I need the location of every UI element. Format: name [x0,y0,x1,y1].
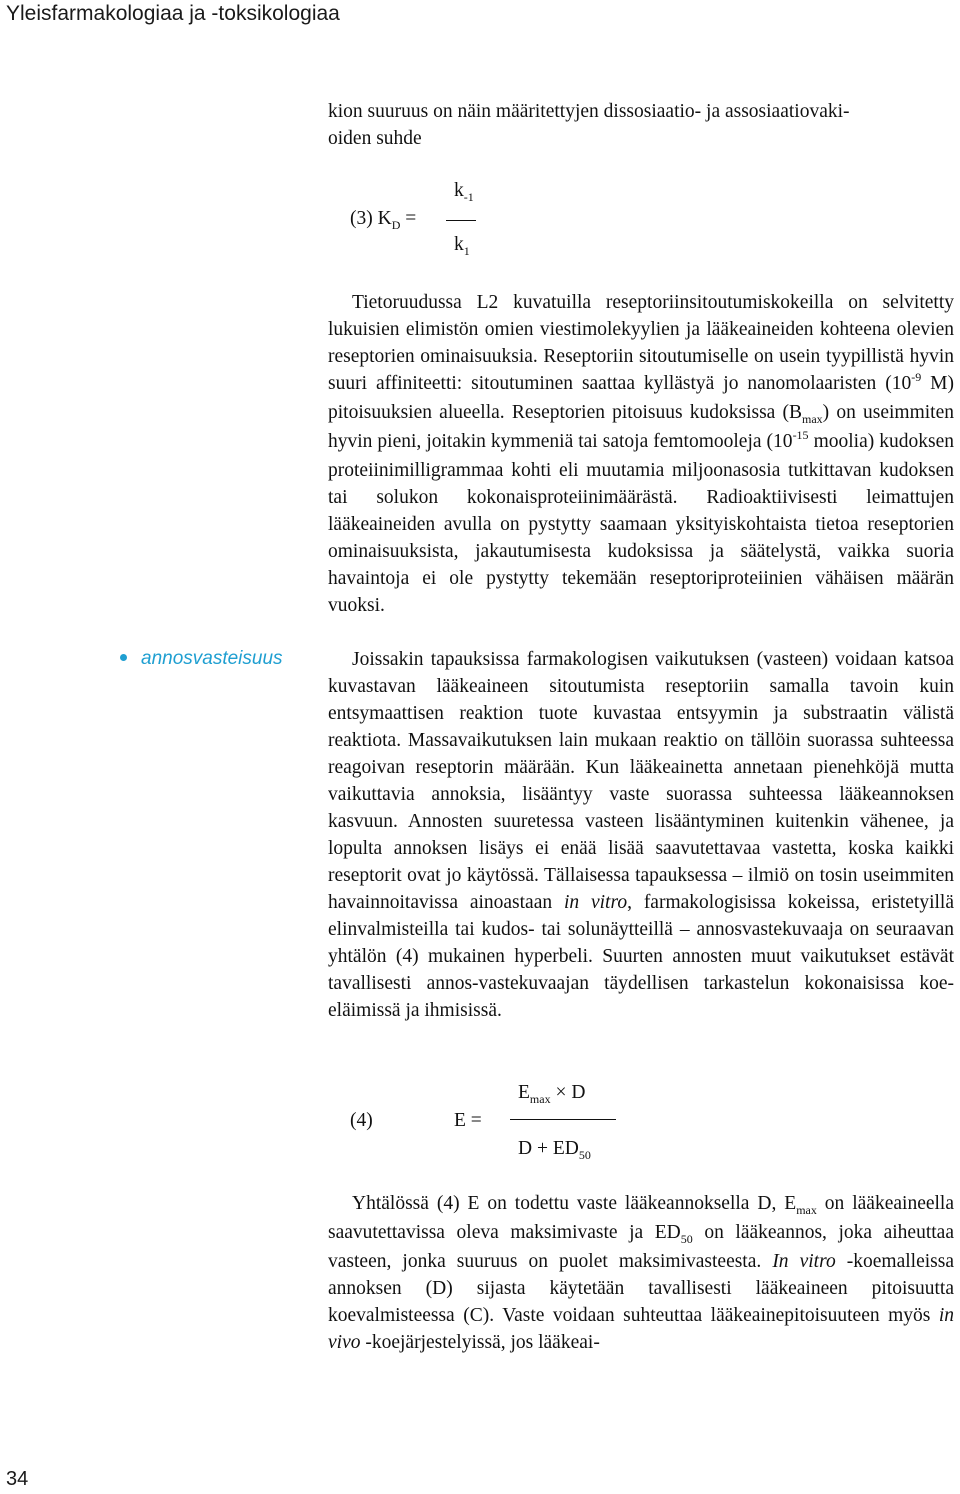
times-icon: × [555,1082,567,1103]
paragraph-3: Yhtälössä (4) E on todettu vaste lääkeannoksella D, $E_{max}$ on lääkeaineella saavutettavissa oleva maksimivaste ja $ED_{50}$ on lääkeannos, joka aiheuttaa vasteen, jonka suuruus on puolet maksimivasteesta. In vitro -koemalleissa annoksen (D) sijasta käytetään tavallisesti lääkeaineen pitoisuutta koevalmisteessa (C). Vaste voidaan suhteuttaa lääkeainepitoisuuteen myös in vivo -koejärjestelyissä, jos lääkeai- [328,1193,954,1353]
page-number: 34 [6,1468,29,1490]
eq4-label: (4) [350,1110,373,1131]
eq4-denominator: $D + ED_{50}$ [518,1138,591,1162]
eq4-fraction-line [510,1119,616,1120]
eq3-numerator: $k_{-1}$ [454,180,474,204]
eq3-denominator: $k_1$ [454,234,470,258]
intro-line-1: kion suuruus on näin määritettyjen dissosiaatio- ja assosiaatiovaki- [328,101,850,122]
eq3-k: (3) K [350,208,392,229]
eq3-label [350,208,416,230]
paragraph-1: Tietoruudussa L2 kuvatuilla reseptoriinsitoutumiskokeilla on selvitetty lukuisien elimistön omien viestimolekyylien ja lääkeaineiden kohteena olevien reseptorien ominaisuuksia. Reseptoriin sitoutumiselle on usein tyypillistä hyvin suuri affiniteetti: sitoutuminen saattaa kyllästyä jo nanomolaaristen ($10^{-9}$ M) pitoisuuksien alueella. Reseptorien pitoisuus kudoksissa $(B_{max})$ on useimmiten hyvin pieni, joitakin kymmeniä tai satoja femtomooleja ($10^{-15}$ moolia) kudoksen proteiinimilligrammaa kohti eli muutamia miljoonasosia tutkittavan kudoksen tai solukon kokonaisproteiinimäärästä. Radioaktiivisesti leimattujen lääkeaineiden avulla on pystytty saamaan yksityiskohtaista tietoa reseptorien ominaisuuksista, jakautumisesta kudoksissa ja säätelystä, vaikka suoria havaintoja ei ole pystytty tekemään reseptoriproteiinien vähäisen määrän vuoksi. [328,292,954,616]
running-header: Yleisfarmakologiaa ja -toksikologiaa [6,2,340,25]
eq3-num-sub: -1 [463,190,474,204]
eq3-k-sub: D [391,218,401,232]
margin-note-annosvasteisuus: annosvasteisuus [120,648,283,670]
eq4-numerator: $E_{max} \times D$ [518,1082,586,1106]
intro-line-2: oiden suhde [328,128,422,149]
eq4-lhs: E = [454,1110,482,1131]
intro-paragraph [328,98,954,152]
eq3-den-sub: 1 [463,244,470,258]
bullet-icon [120,654,127,661]
eq3-equals: = [405,208,417,229]
eq3-fraction-line [446,220,476,221]
paragraph-2: Joissakin tapauksissa farmakologisen vaikutuksen (vasteen) voidaan katsoa kuvastavan lääkeaineen sitoutumista reseptoriin samalla tavoin kuin entsymaattisen reaktion tuote kuvastaa entsyymin ja substraatin välistä reaktiota. Massavaikutuksen lain mukaan reaktio on tällöin suorassa suhteessa reagoivan reseptorin määrään. Kun lääkeainetta annetaan pienehköjä mutta vaikuttavia annoksia, lisääntyy vaste suorassa suhteessa lääkeannoksen kasvuun. Annosten suuretessa vasteen lisääntyminen kuitenkin vähenee, ja lopulta annoksen lisäys ei enää lisää saavutettavaa vastetta, koska kaikki reseptorit ovat jo käytössä. Tällaisessa tapauksessa – ilmiö on tosin useimmiten havainnoitavissa ainoastaan in vitro, farmakologisissa kokeissa, eristetyillä elinvalmisteilla tai kudos- tai solunäytteillä – annosvastekuvaaja on seuraavan yhtälön (4) mukainen hyperbeli. Suurten annosten muut vaikutukset estävät tavallisesti annos-vastekuvaajan täydellisen tarkastelun kokonaisissa koe-eläimissä ja ihmisissä. [328,649,954,1021]
